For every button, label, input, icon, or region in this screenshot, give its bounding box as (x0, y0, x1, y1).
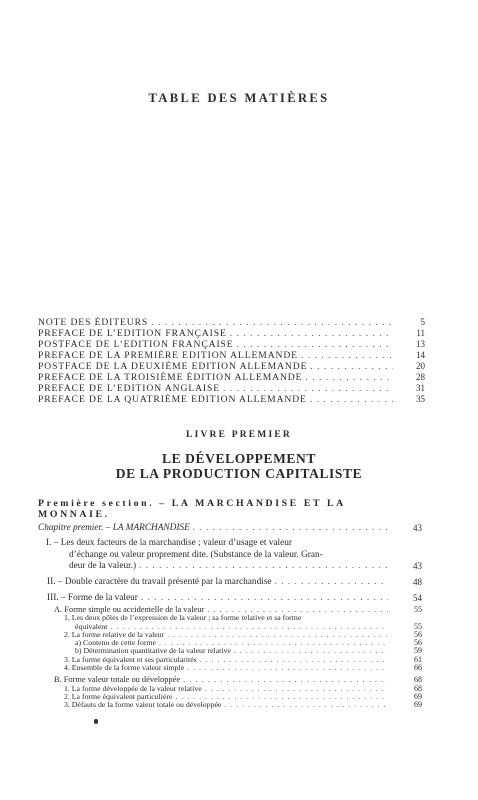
toc-entry-page: 5 (420, 317, 425, 327)
toc-subitem-b (54, 675, 388, 684)
toc-item-label: équivalent (75, 622, 108, 631)
toc-item-label: II. – Double caractère du travail présenté par la marchandise (47, 577, 272, 587)
page-title: TABLE DES MATIÈRES (148, 91, 330, 105)
toc-item-label: 3. Défauts de la forme valeur totale ou développée (64, 700, 222, 709)
section-heading-line-2: MONNAIE. (38, 509, 110, 520)
toc-entry (38, 328, 393, 339)
toc-item-ii (47, 577, 388, 588)
chapter-entry (38, 523, 388, 534)
toc-item-i-line-1: I. – Les deux facteurs de la marchandise ; valeur d’usage et valeur (46, 538, 292, 548)
toc-entry-page: 14 (416, 350, 425, 360)
toc-entry-page: 31 (416, 383, 425, 393)
toc-item-i-line-3 (69, 561, 388, 572)
toc-item-label: 2. La forme relative de la valeur (64, 630, 165, 639)
toc-entry-label: PREFACE DE LA PREMIÈRE EDITION ALLEMANDE (38, 350, 298, 361)
leader-dots (275, 577, 388, 588)
book-title-line-2: DE LA PRODUCTION CAPITALISTE (115, 466, 363, 481)
toc-item-page: 55 (414, 605, 422, 614)
toc-item-label: 3. La forme équivalent et ses particularités (64, 655, 197, 664)
toc-item-page: 55 (414, 622, 422, 631)
toc-entry (38, 350, 393, 361)
toc-entry (38, 383, 393, 394)
toc-item-page: 48 (413, 577, 422, 587)
leader-dots (234, 646, 388, 655)
toc-item-page: 69 (414, 692, 422, 701)
toc-item-page: 59 (414, 646, 422, 655)
toc-item-label: a) Contenu de cette forme (75, 638, 156, 647)
toc-entry-page: 11 (416, 328, 425, 338)
toc-item-iii (47, 593, 388, 604)
toc-entry (38, 339, 393, 350)
toc-entry-page: 35 (416, 394, 425, 404)
toc-entry (38, 372, 393, 383)
toc-subitem-a1-line-1: 1. Les deux pôles de l’expression de la valeur ; sa forme relative et sa forme (64, 613, 302, 622)
toc-item-page: 61 (414, 655, 422, 664)
toc-item-i-line-2: d’échange ou valeur proprement dite. (Substance de la valeur. Gran- (69, 550, 323, 560)
toc-subitem-b3 (64, 700, 388, 709)
leader-dots (310, 394, 393, 405)
leader-dots (193, 523, 388, 534)
ink-mark (94, 719, 98, 724)
book-label: LIVRE PREMIER (186, 430, 292, 440)
toc-item-label: 1. La forme développée de la valeur relative (64, 684, 202, 693)
toc-entry-label: PREFACE DE LA QUATRIÈME EDITION ALLEMANDE (38, 394, 307, 405)
toc-entry-label: NOTE DES ÉDITEURS (38, 317, 149, 328)
toc-item-page: 54 (413, 593, 422, 603)
toc-item-page: 56 (414, 638, 422, 647)
toc-entry-label: PREFACE DE L’EDITION FRANÇAISE (38, 328, 227, 339)
toc-subitem-a4 (64, 663, 388, 672)
leader-dots (310, 361, 393, 372)
leader-dots (183, 675, 388, 684)
toc-entry-page: 13 (416, 339, 425, 349)
toc-item-label: B. Forme valeur totale ou développée (54, 675, 181, 684)
leader-dots (151, 317, 393, 328)
chapter-label: Chapitre premier. – LA MARCHANDISE (38, 523, 190, 533)
toc-entry-label: POSTFACE DE L’EDITION FRANÇAISE (38, 339, 234, 350)
toc-entry (38, 361, 393, 372)
toc-item-label: deur de la valeur.) (69, 561, 137, 571)
toc-entry (38, 394, 393, 405)
toc-item-label: b) Détermination quantitative de la valeur relative (75, 646, 231, 655)
toc-item-page: 68 (414, 684, 422, 693)
toc-entry-page: 28 (416, 372, 425, 382)
toc-item-page: 43 (413, 561, 422, 571)
toc-entry-page: 20 (416, 361, 425, 371)
toc-item-label: III. – Forme de la valeur (47, 593, 138, 603)
leader-dots (230, 328, 393, 339)
toc-entry-label: POSTFACE DE LA DEUXIÈME EDITION ALLEMANDE (38, 361, 308, 372)
toc-item-page: 68 (414, 675, 422, 684)
toc-entry (38, 317, 393, 328)
leader-dots (141, 593, 388, 604)
section-heading-line-1: Première section. – LA MARCHANDISE ET LA (38, 498, 346, 509)
toc-item-page: 66 (414, 663, 422, 672)
leader-dots (301, 350, 393, 361)
leader-dots (237, 339, 393, 350)
book-title-line-1: LE DÉVELOPPEMENT (162, 451, 316, 466)
toc-entry-label: PREFACE DE LA TROISIÈME ÉDITION ALLEMANDE (38, 372, 303, 383)
toc-item-label: 4. Ensemble de la forme valeur simple (64, 663, 185, 672)
leader-dots (187, 663, 388, 672)
toc-entry-label: PREFACE DE L’EDITION ANGLAISE (38, 383, 220, 394)
chapter-page: 43 (413, 523, 422, 533)
leader-dots (305, 372, 393, 383)
toc-item-page: 69 (414, 700, 422, 709)
leader-dots (223, 383, 393, 394)
leader-dots (139, 561, 388, 572)
toc-item-page: 56 (414, 630, 422, 639)
toc-item-label: 2. La forme équivalent particulière (64, 692, 173, 701)
toc-item-label: A. Forme simple ou accidentelle de la valeur (54, 605, 205, 614)
leader-dots (224, 700, 388, 709)
toc-subitem-a2b (75, 646, 388, 655)
